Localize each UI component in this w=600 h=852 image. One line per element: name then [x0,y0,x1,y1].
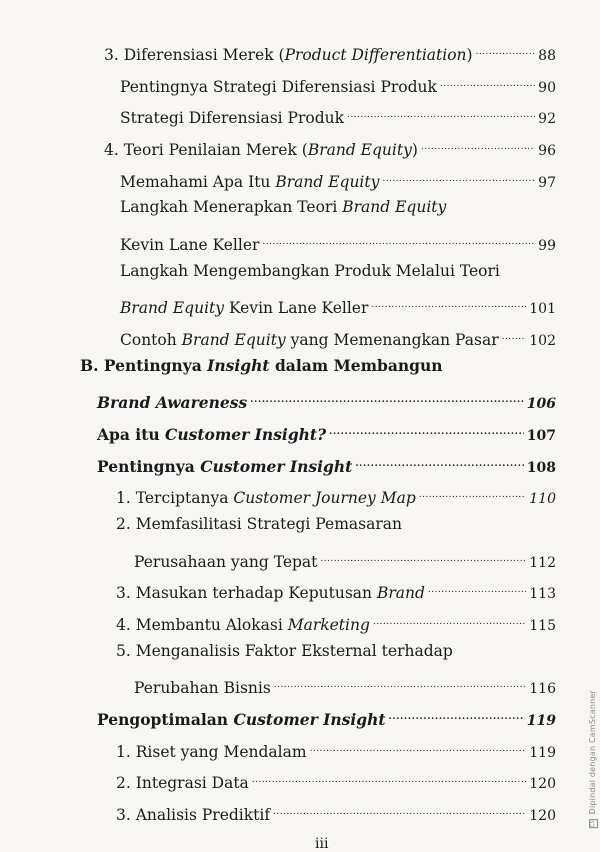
toc-entry-text: Langkah Mengembangkan Produk Melalui Teori [120,262,500,280]
toc-row [104,133,556,159]
page-number: 99 [538,238,556,254]
toc-row [120,260,556,282]
toc-entry-text: 3. Diferensiasi Merek (Product Differentiation) [104,46,473,64]
toc-entry-text: Memahami Apa Itu Brand Equity [120,173,380,191]
toc-entry-text: 3. Masukan terhadap Keputusan Brand [116,584,425,602]
dot-leader [421,133,535,155]
toc-row [116,640,556,662]
toc-row [120,101,556,127]
page-number: 88 [538,48,556,64]
toc-entry-text: Pengoptimalan Customer Insight [97,710,386,729]
toc-entry-text: 2. Integrasi Data [116,774,249,792]
toc-entry-text: Apa itu Customer Insight? [97,425,327,444]
toc-entry-text: Kevin Lane Keller [120,236,260,254]
toc-entry-text: Brand Equity Kevin Lane Keller [120,299,369,317]
toc-entry-text: Contoh Brand Equity yang Memenangkan Pasar [120,331,499,349]
toc-entry-text: 2. Memfasilitasi Strategi Pemasaran [116,515,402,533]
toc-row [120,196,556,218]
dot-leader [419,481,527,503]
toc-row [116,608,556,634]
dot-leader [310,735,527,757]
toc-row [97,386,556,412]
page-number: 120 [529,808,556,824]
page-footer-number: iii [315,836,329,852]
page-number: 115 [529,618,556,634]
toc-row [120,323,556,349]
camscanner-icon: CS [590,820,596,828]
dot-leader [329,418,524,440]
page-number: 101 [529,301,556,317]
page-number: 119 [526,713,556,729]
toc-row [97,703,556,729]
toc-entry-text: Strategi Diferensiasi Produk [120,109,345,127]
dot-leader [320,545,526,567]
page-number: 116 [529,681,556,697]
toc-row [134,545,556,571]
toc-entry-text: 5. Menganalisis Faktor Eksternal terhadap [116,642,453,660]
page-number: 110 [529,491,556,507]
page-number: 96 [538,143,556,159]
dot-leader [428,576,526,598]
toc-row [116,798,556,824]
toc-entry-text: Pentingnya Customer Insight [97,457,353,476]
toc-row [116,513,556,535]
page-number: 92 [538,111,556,127]
page-number: 102 [529,333,556,349]
toc-entry-text: Perusahaan yang Tepat [134,553,318,571]
scanner-watermark [588,690,598,828]
page-number: 113 [529,586,556,602]
toc-entry-text: Pentingnya Strategi Diferensiasi Produk [120,78,437,96]
toc-row [116,576,556,602]
toc-row [104,38,556,64]
toc-row [80,355,556,377]
toc-entry-text: 4. Membantu Alokasi Marketing [116,616,370,634]
scanner-text: Dipindai dengan CamScanner [588,690,597,815]
toc-row [116,766,556,792]
toc-entry-text: Langkah Menerapkan Teori Brand Equity [120,198,447,216]
page-number: 97 [538,175,556,191]
dot-leader [250,386,524,408]
dot-leader [502,323,527,345]
toc-row [97,450,556,476]
page-number: 107 [526,428,556,444]
toc-entry-text: Perubahan Bisnis [134,679,271,697]
toc-row [120,291,556,317]
dot-leader [347,101,535,123]
toc-entry-text: 1. Riset yang Mendalam [116,743,307,761]
page-number: 90 [538,80,556,96]
dot-leader [476,38,536,60]
dot-leader [252,766,526,788]
page-number: 119 [529,745,556,761]
dot-leader [382,165,535,187]
dot-leader [273,798,526,820]
page-number: 108 [526,460,556,476]
dot-leader [355,450,523,472]
page-number: 112 [529,555,556,571]
toc-entry-text: Brand Awareness [97,393,248,412]
toc-section-heading: B. Pentingnya Insight dalam Membangun [80,356,443,375]
page-number: 120 [529,776,556,792]
toc-row [116,481,556,507]
page-number: 106 [526,396,556,412]
dot-leader [274,671,526,693]
dot-leader [262,228,535,250]
toc-row [120,165,556,191]
toc-row [134,671,556,697]
dot-leader [440,70,535,92]
dot-leader [371,291,526,313]
toc-entry-text: 1. Terciptanya Customer Journey Map [116,489,416,507]
toc-row [97,418,556,444]
toc-row [120,228,556,254]
dot-leader [373,608,526,630]
toc-row [116,735,556,761]
dot-leader [389,703,524,725]
toc-entry-text: 3. Analisis Prediktif [116,806,271,824]
toc-entry-text: 4. Teori Penilaian Merek (Brand Equity) [104,141,418,159]
toc-row [120,70,556,96]
